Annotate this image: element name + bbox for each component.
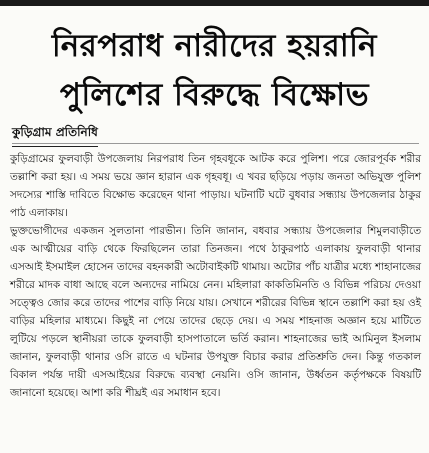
headline-line-1: নিরপরাধ নারীদের হয়রানি	[51, 28, 378, 64]
top-rule	[0, 0, 429, 6]
headline	[6, 22, 423, 120]
article-body	[10, 150, 421, 402]
byline-divider	[12, 143, 419, 144]
byline: কুড়িগ্রাম প্রতিনিধি	[12, 124, 98, 147]
headline-line-2: পুলিশের বিরুদ্ধে বিক্ষোভ	[59, 77, 370, 113]
article-paragraph-1: কুড়িগ্রামের ফুলবাড়ী উপজেলায় নিরপরাধ তিন গৃহবধূকে আটক করে পুলিশ। পরে জোরপূর্বক শরীর তল্লাশি করা হয়। এ সময় ভয়ে জ্ঞান হারান এক গৃহবধূ। এ খবর ছড়িয়ে পড়ায় জনতা অভিযুক্ত পুলিশ সদস্যের শাস্তি দাবিতে বিক্ষোভ করেছেন থানা পাড়ায়। ঘটনাটি ঘটে বুধবার সন্ধ্যায় উপজেলার ঠাকুর পাঠ এলাকায়।	[10, 153, 421, 219]
article-paragraph-2: ভুক্তভোগীদের একজন সুলতানা পারভীন। তিনি জানান, বধবার সন্ধ্যায় উপজেলার শিমুলবাড়ীতে এক আত্মীয়ের বাড়ি থেকে ফিরছিলেন তারা তিনজন। পথে ঠাকুরপাঠ এলাকায় ফুলবাড়ী থানার এসআই ইসমাইল হোসেন তাদের বহনকারী অটোবাইকটি থামায়। অটোর পাঁচ যাত্রীর মধ্যে শাহানাজের শরীরে মাদক বাধা আছে বলে অন্যদের নামিয়ে নেন। মহিলারা কাকতিমিনতি ও বিভিন্ন পরিচয় দেওয়া সত্ত্বেও জোর করে তাদের পাশের বাড়ি নিয়ে যায়। সেখানে শরীরের বিভিন্ন স্থানে তল্লাশি করা হয় ওই বাড়ির মহিলার মাধ্যমে। কিছুই না পেয়ে তাদের ছেড়ে দেয়। এ সময় শাহনাজ অজ্ঞান হয়ে মাটিতে লুটিয়ে পড়লে স্থানীয়রা তাকে ফুলবাড়ী হাসপাতালে ভর্তি করান। শাহনাজের ভাই আমিনুল ইসলাম জানান, ফুলবাড়ী থানার ওসি রাতে এ ঘটনার উপযুক্ত বিচার করার প্রতিশ্রুতি দেন। কিন্তু গতকাল বিকাল পর্যন্ত দায়ী এসআইয়ের বিরুদ্ধে ব্যবস্থা নেয়নি। ওসি জানান, উর্ধ্বতন কর্তৃপক্ষকে বিষয়টি জানানো হয়েছে। আশা করি শীঘ্রই এর সমাধান হবে।	[10, 225, 421, 399]
